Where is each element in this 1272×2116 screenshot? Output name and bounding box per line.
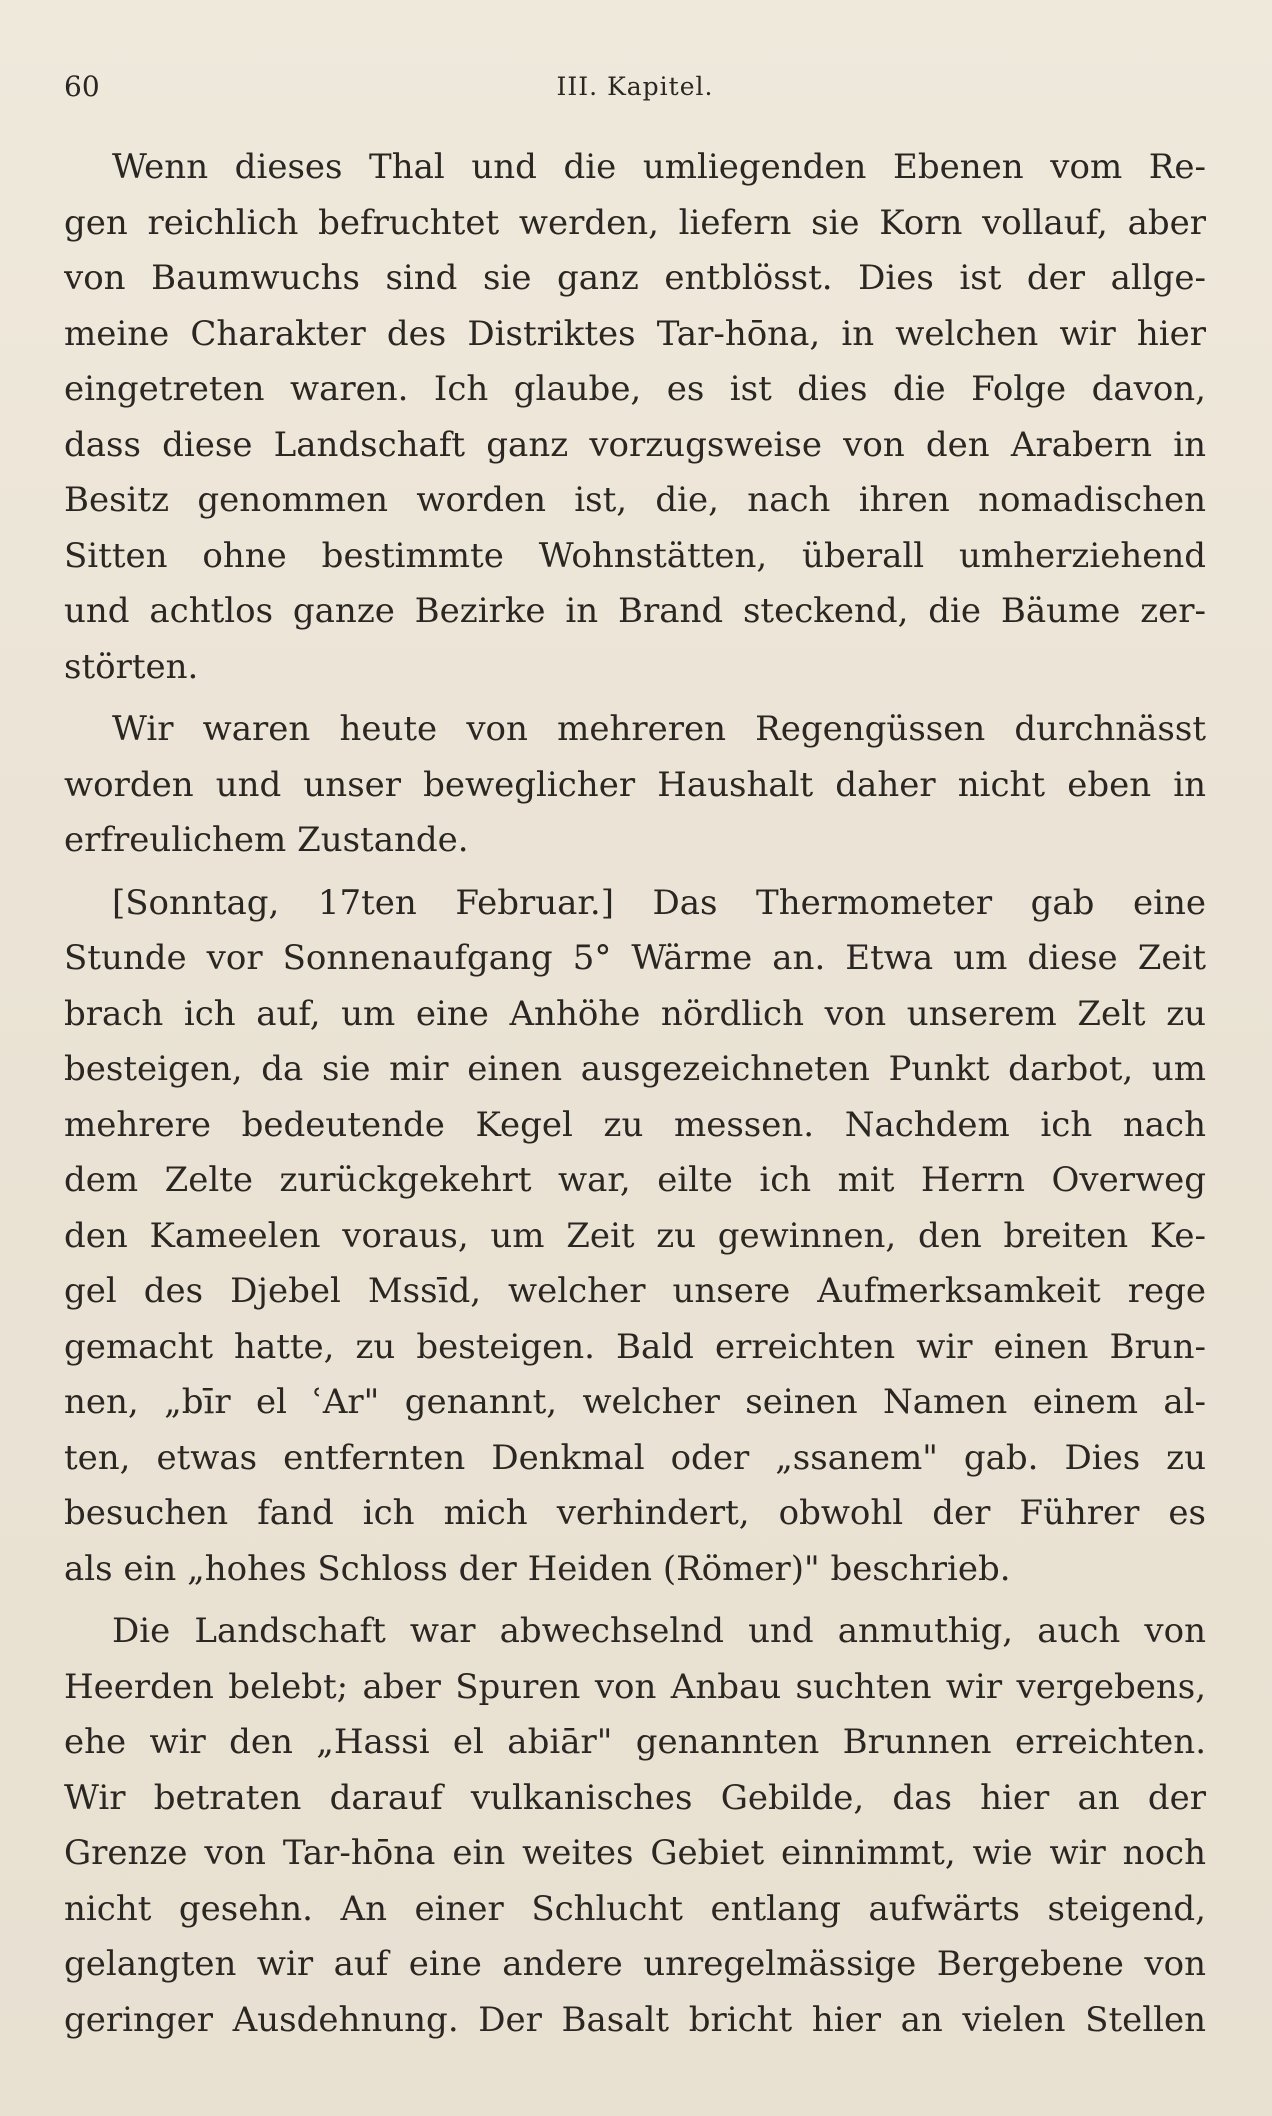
text-line: den Kameelen voraus, um Zeit zu gewinnen, den breiten Ke- (64, 1215, 1206, 1256)
text-line: Besitz genommen worden ist, die, nach ihren nomadischen (64, 480, 1206, 520)
text-line: meine Charakter des Distriktes Tar-hōna, in welchen wir hier (64, 313, 1206, 354)
text-line: nen, „bīr el ʿAr" genannt, welcher seinen Namen einem al- (64, 1382, 1206, 1422)
text-line: als ein „hohes Schloss der Heiden (Römer)" beschrieb. (64, 1548, 1011, 1589)
text-line: Die Landschaft war abwechselnd und anmuthig, auch von (112, 1611, 1206, 1651)
text-line: erfreulichem Zustande. (64, 820, 469, 860)
paragraph (64, 140, 1206, 695)
text-line: Wir betraten darauf vulkanisches Gebilde, das hier an der (64, 1777, 1206, 1818)
text-line: störten. (64, 646, 199, 687)
text-line: Sitten ohne bestimmte Wohnstätten, überall umherziehend (64, 535, 1206, 576)
text-line: und achtlos ganze Bezirke in Brand steckend, die Bäume zer- (64, 591, 1206, 631)
text-line: besteigen, da sie mir einen ausgezeichneten Punkt darbot, um (64, 1049, 1206, 1089)
body-text (64, 140, 1206, 2055)
text-line: dem Zelte zurückgekehrt war, eilte ich mit Herrn Overweg (64, 1160, 1206, 1200)
text-line: von Baumwuchs sind sie ganz entblösst. Dies ist der allge- (64, 258, 1206, 298)
text-line: ten, etwas entfernten Denkmal oder „ssanem" gab. Dies zu (64, 1437, 1206, 1478)
text-line: Stunde vor Sonnenaufgang 5° Wärme an. Etwa um diese Zeit (64, 938, 1206, 978)
text-line: besuchen fand ich mich verhindert, obwohl der Führer es (64, 1493, 1206, 1533)
text-line: Wenn dieses Thal und die umliegenden Ebenen vom Re- (112, 147, 1206, 187)
text-line: Wir waren heute von mehreren Regengüssen durchnässt (112, 709, 1206, 749)
paragraph (64, 1604, 1206, 2048)
paragraph (64, 876, 1206, 1598)
text-line: brach ich auf, um eine Anhöhe nördlich von unserem Zelt zu (64, 993, 1206, 1034)
text-line: gemacht hatte, zu besteigen. Bald erreichten wir einen Brun- (64, 1326, 1206, 1367)
page-number: 60 (64, 70, 100, 103)
paragraph (64, 702, 1206, 869)
text-line: gel des Djebel Mssīd, welcher unsere Aufmerksamkeit rege (64, 1271, 1206, 1311)
text-line: worden und unser beweglicher Haushalt daher nicht eben in (64, 764, 1206, 805)
page-header (64, 62, 1206, 112)
text-line: geringer Ausdehnung. Der Basalt bricht hier an vielen Stellen (64, 1999, 1206, 2040)
text-line: eingetreten waren. Ich glaube, es ist dies die Folge davon, (64, 369, 1206, 409)
text-line: gen reichlich befruchtet werden, liefern sie Korn vollauf, aber (64, 202, 1206, 243)
text-line: gelangten wir auf eine andere unregelmässige Bergebene von (64, 1944, 1206, 1984)
text-line: [Sonntag, 17ten Februar.] Das Thermometer gab eine (112, 882, 1206, 923)
text-line: Heerden belebt; aber Spuren von Anbau suchten wir vergebens, (64, 1666, 1206, 1707)
text-line: Grenze von Tar-hōna ein weites Gebiet einnimmt, wie wir noch (64, 1833, 1206, 1873)
text-line: dass diese Landschaft ganz vorzugsweise von den Arabern in (64, 424, 1206, 465)
text-line: ehe wir den „Hassi el abiār" genannten Brunnen erreichten. (64, 1722, 1206, 1762)
running-head: III. Kapitel. (556, 72, 714, 101)
text-line: nicht gesehn. An einer Schlucht entlang aufwärts steigend, (64, 1888, 1206, 1929)
text-line: mehrere bedeutende Kegel zu messen. Nachdem ich nach (64, 1104, 1206, 1145)
